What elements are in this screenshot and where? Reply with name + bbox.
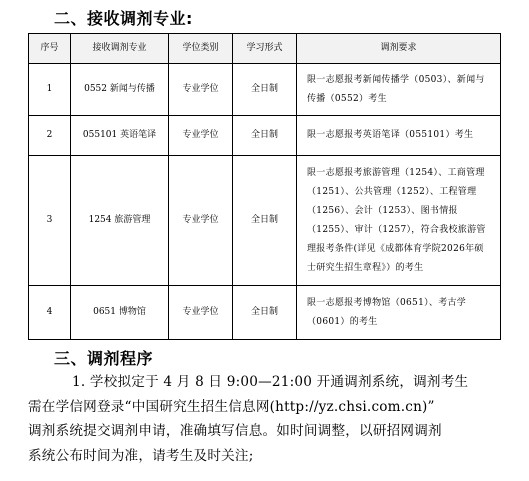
header-no: 序号 (29, 34, 71, 64)
header-mode: 学习形式 (233, 34, 297, 64)
table-row (29, 156, 501, 286)
adjustment-majors-table (28, 33, 501, 340)
cell-mode: 全日制 (233, 286, 297, 340)
header-degree: 学位类别 (169, 34, 233, 64)
cell-mode: 全日制 (233, 116, 297, 156)
cell-mode: 全日制 (233, 64, 297, 116)
cell-no: 1 (29, 64, 71, 116)
cell-degree: 专业学位 (169, 286, 233, 340)
cell-major: 0651 博物馆 (71, 286, 169, 340)
header-major: 接收调剂专业 (71, 34, 169, 64)
cell-degree: 专业学位 (169, 156, 233, 286)
cell-no: 2 (29, 116, 71, 156)
cell-requirement: 限一志愿报考新闻传播学（0503）、新闻与传播（0552）考生 (297, 64, 501, 116)
paragraph-line: 调剂系统提交调剂申请，准确填写信息。如时间调整，以研招网调剂 (28, 423, 442, 439)
table-header-row (29, 34, 501, 64)
cell-major: 055101 英语笔译 (71, 116, 169, 156)
cell-requirement: 限一志愿报考英语笔译（055101）考生 (297, 116, 501, 156)
cell-major: 1254 旅游管理 (71, 156, 169, 286)
cell-no: 3 (29, 156, 71, 286)
procedure-paragraph (28, 370, 500, 468)
table-row (29, 116, 501, 156)
cell-requirement: 限一志愿报考博物馆（0651）、考古学（0601）的考生 (297, 286, 501, 340)
section-3-heading: 三、调剂程序 (54, 349, 154, 368)
cell-requirement: 限一志愿报考旅游管理（1254）、工商管理（1251）、公共管理（1252）、工程管理（1256）、会计（1253）、图书情报（1255）、审计（1257），符合我校旅游管理报考条件(详见《成都体育学院2026年硕士研究生招生章程》）的考生 (297, 156, 501, 286)
paragraph-line: 系统公布时间为准，请考生及时关注; (28, 447, 254, 464)
cell-major: 0552 新闻与传播 (71, 64, 169, 116)
table-row (29, 286, 501, 340)
table-row (29, 64, 501, 116)
section-2-heading: 二、接收调剂专业: (54, 9, 193, 28)
header-requirement: 调剂要求 (297, 34, 501, 64)
cell-degree: 专业学位 (169, 116, 233, 156)
paragraph-line: 需在学信网登录“中国研究生招生信息网(http://yz.chsi.com.cn)” (28, 398, 435, 415)
cell-mode: 全日制 (233, 156, 297, 286)
paragraph-line: 1. 学校拟定于 4 月 8 日 9:00—21:00 开通调剂系统，调剂考生 (72, 374, 469, 390)
cell-degree: 专业学位 (169, 64, 233, 116)
cell-no: 4 (29, 286, 71, 340)
